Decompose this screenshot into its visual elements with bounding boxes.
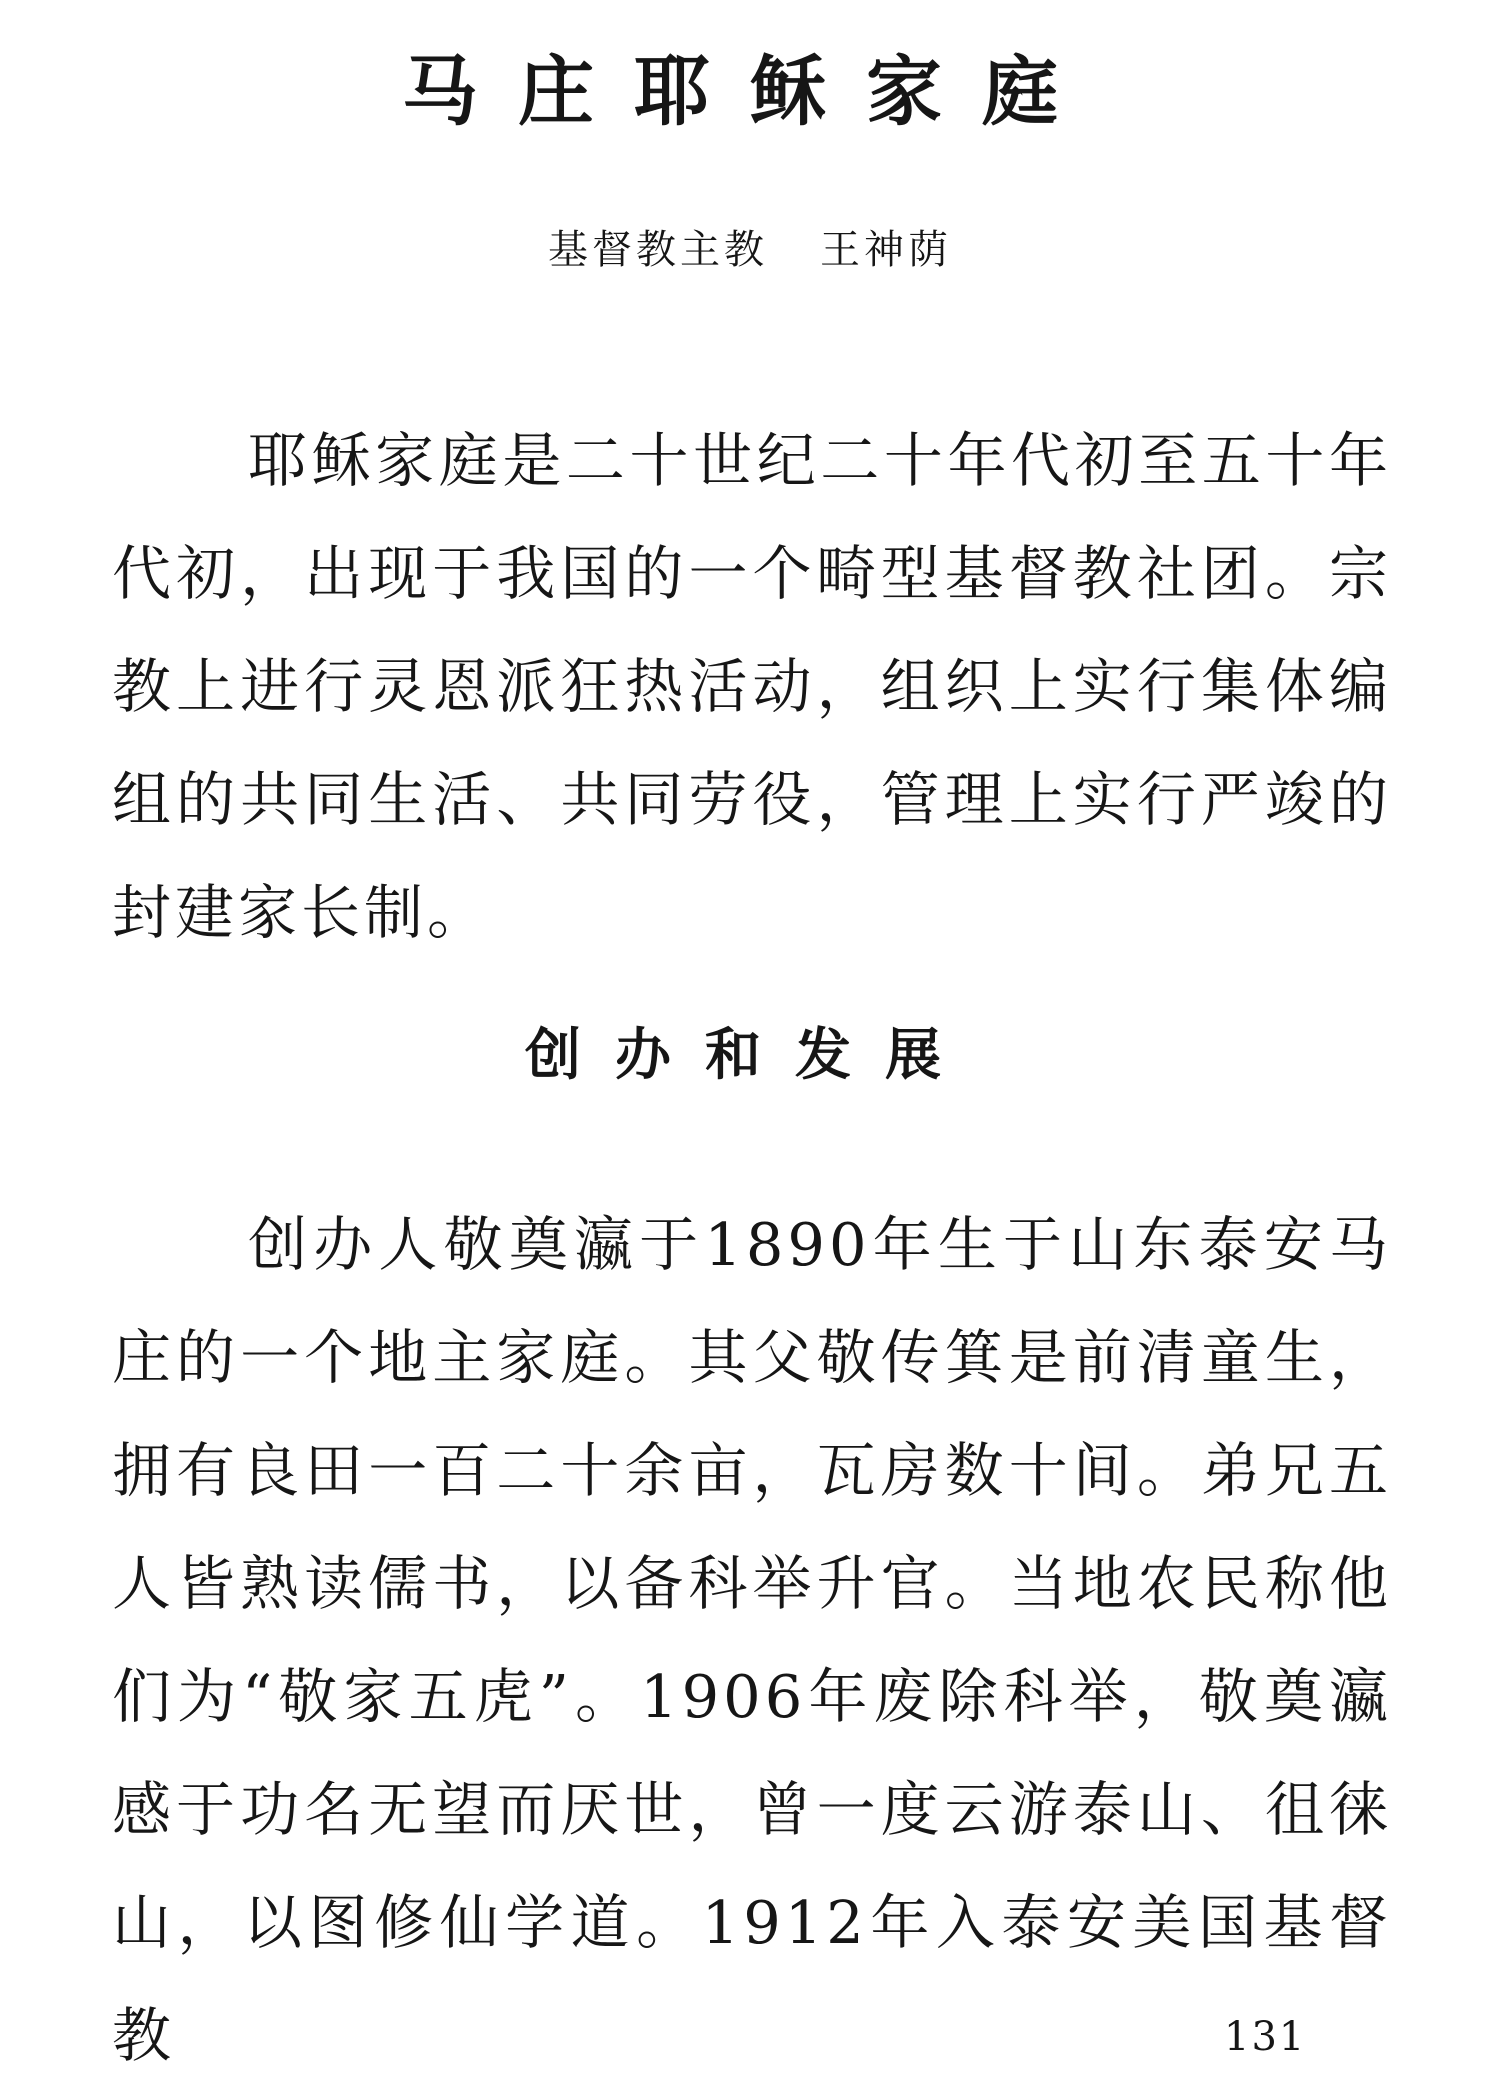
body-paragraph: 创办人敬奠瀛于1890年生于山东泰安马庄的一个地主家庭。其父敬传箕是前清童生，拥有良田一百二十余亩，瓦房数十间。弟兄五人皆熟读儒书，以备科举升官。当地农民称他们为“敬家五虎”。1906年废除科举，敬奠瀛感于功名无望而厌世，曾一度云游泰山、徂徕山，以图修仙学道。1912年入泰安美国基督教 <box>112 1210 1392 2070</box>
byline <box>0 222 1500 278</box>
author-affiliation: 基督教主教 <box>548 227 768 273</box>
section-heading: 创办和发展 <box>525 1023 975 1088</box>
page-number: 131 <box>1224 2014 1307 2060</box>
intro-paragraph: 耶稣家庭是二十世纪二十年代初至五十年代初，出现于我国的一个畸型基督教社团。宗教上进行灵恩派狂热活动，组织上实行集体编组的共同生活、共同劳役，管理上实行严竣的封建家长制。 <box>112 426 1392 947</box>
article-title: 马庄耶稣家庭 <box>402 47 1098 136</box>
author-name: 王神荫 <box>820 227 952 273</box>
